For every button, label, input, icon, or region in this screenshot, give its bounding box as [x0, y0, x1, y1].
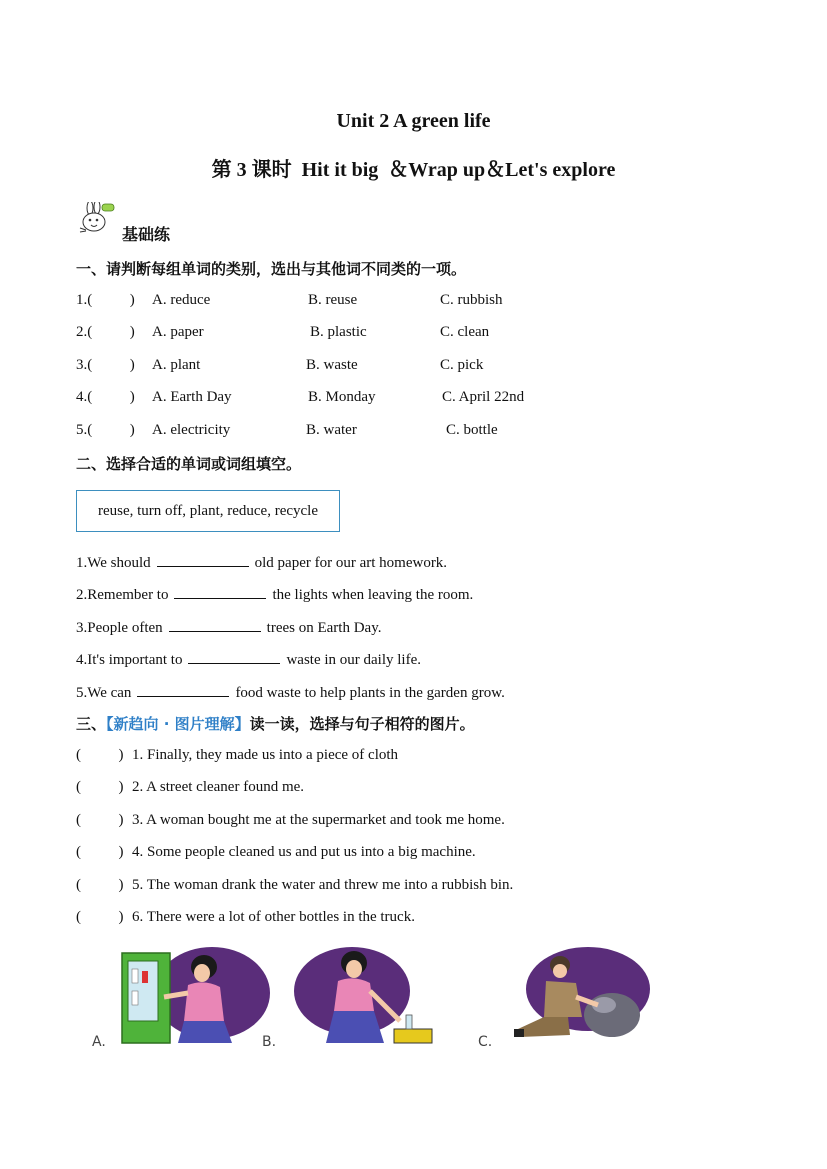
match-item	[76, 844, 476, 861]
match-sentence: 3. A woman bought me at the supermarket and took me home.	[132, 812, 505, 828]
answer-blank[interactable]: ( )	[76, 877, 124, 893]
blank-line[interactable]	[169, 617, 261, 632]
option-b: B. Monday	[308, 389, 376, 405]
answer-blank[interactable]: 1.( )	[76, 292, 135, 308]
option-b: B. waste	[306, 357, 358, 373]
sentence-end: old paper for our art homework.	[254, 555, 448, 571]
option-a: A. plant	[152, 357, 201, 373]
sentence-start: 5.We can	[76, 685, 132, 701]
match-item	[76, 779, 304, 796]
sentence-start: 1.We should	[76, 555, 151, 571]
option-b: B. plastic	[310, 324, 367, 340]
blank-line[interactable]	[137, 682, 229, 697]
blank-line[interactable]	[174, 584, 266, 599]
answer-blank[interactable]: 2.( )	[76, 324, 135, 340]
option-c: C. April 22nd	[442, 389, 525, 405]
fill-blank-item	[76, 682, 505, 702]
rabbit-mascot-icon	[76, 202, 116, 234]
option-a: A. paper	[152, 324, 204, 340]
sentence-end: the lights when leaving the room.	[272, 587, 474, 603]
match-sentence: 1. Finally, they made us into a piece of cloth	[132, 747, 399, 763]
fill-blank-item	[76, 552, 447, 572]
fill-blank-item	[76, 649, 421, 669]
word-bank-box: reuse, turn off, plant, reduce, recycle	[76, 490, 340, 532]
lesson-subtitle: 第 3 课时 Hit it big ＆Wrap up＆Let's explore	[211, 159, 616, 181]
match-sentence: 5. The woman drank the water and threw me into a rubbish bin.	[132, 877, 514, 893]
option-c: C. clean	[440, 324, 490, 340]
answer-blank[interactable]: ( )	[76, 779, 124, 795]
sentence-end: waste in our daily life.	[286, 652, 421, 668]
option-a: A. electricity	[152, 422, 231, 438]
fill-blank-item	[76, 617, 381, 637]
answer-blank[interactable]: ( )	[76, 909, 124, 925]
section-tag: 基础练	[122, 225, 171, 244]
answer-blank[interactable]: 4.( )	[76, 389, 135, 405]
picture-label-c: C.	[478, 1034, 493, 1050]
sentence-end: food waste to help plants in the garden grow.	[235, 685, 505, 701]
unit-title: Unit 2 A green life	[336, 110, 491, 132]
option-b: B. water	[306, 422, 357, 438]
match-item	[76, 747, 398, 764]
match-item	[76, 909, 415, 926]
match-sentence: 6. There were a lot of other bottles in the truck.	[132, 909, 415, 925]
picture-label-b: B.	[262, 1034, 277, 1050]
picture-c-street-cleaner	[508, 945, 658, 1045]
part3-heading	[76, 713, 475, 734]
answer-blank[interactable]: ( )	[76, 844, 124, 860]
option-a: A. Earth Day	[152, 389, 232, 405]
blank-line[interactable]	[157, 552, 249, 567]
match-item	[76, 812, 505, 829]
part3-heading-highlight: 【新趋向 · 图片理解】	[106, 715, 250, 733]
part1-heading: 一、请判断每组单词的类别，选出与其他词不同类的一项。	[76, 260, 467, 278]
picture-a-supermarket	[92, 945, 270, 1045]
match-sentence: 4. Some people cleaned us and put us into a big machine.	[132, 844, 476, 860]
sentence-start: 4.It's important to	[76, 652, 183, 668]
match-sentence: 2. A street cleaner found me.	[132, 779, 305, 795]
part3-heading-suffix: 读一读，选择与句子相符的图片。	[249, 715, 475, 733]
part3-heading-prefix: 三、	[76, 715, 107, 733]
sentence-start: 3.People often	[76, 620, 163, 636]
option-a: A. reduce	[152, 292, 211, 308]
blank-line[interactable]	[188, 649, 280, 664]
picture-label-a: A.	[92, 1034, 106, 1050]
match-item	[76, 877, 513, 894]
answer-blank[interactable]: ( )	[76, 812, 124, 828]
picture-b-rubbish-bin	[292, 945, 442, 1045]
option-b: B. reuse	[308, 292, 358, 308]
answer-blank[interactable]: ( )	[76, 747, 124, 763]
answer-blank[interactable]: 5.( )	[76, 422, 135, 438]
sentence-start: 2.Remember to	[76, 587, 169, 603]
option-c: C. bottle	[446, 422, 498, 438]
part2-heading: 二、选择合适的单词或词组填空。	[76, 455, 302, 473]
answer-blank[interactable]: 3.( )	[76, 357, 135, 373]
option-c: C. rubbish	[440, 292, 503, 308]
option-c: C. pick	[440, 357, 484, 373]
sentence-end: trees on Earth Day.	[266, 620, 382, 636]
fill-blank-item	[76, 584, 473, 604]
